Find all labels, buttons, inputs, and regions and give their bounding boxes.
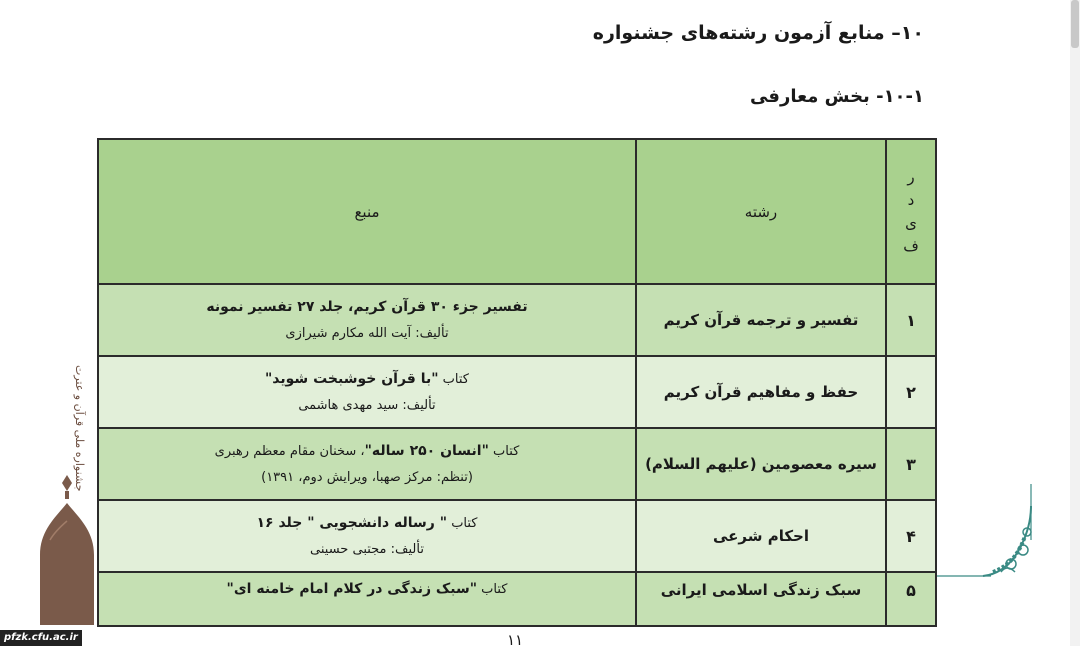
header-field: رشته (636, 139, 886, 284)
scrollbar-thumb[interactable] (1071, 0, 1079, 48)
logo-calligraphy: جشنواره ملی قرآن و عترت (73, 365, 86, 492)
row-field: حفظ و مفاهیم قرآن کریم (636, 356, 886, 428)
row-field: سبک زندگی اسلامی ایرانی (636, 572, 886, 626)
page-number: ۱۱ (506, 631, 524, 649)
table-row (98, 500, 936, 572)
vertical-scrollbar[interactable] (1070, 0, 1080, 646)
festival-logo (36, 365, 98, 629)
row-number: ۱ (886, 284, 936, 356)
sources-table (97, 138, 937, 627)
corner-ornament-icon (935, 480, 1035, 584)
row-field: احکام شرعی (636, 500, 886, 572)
row-number: ۲ (886, 356, 936, 428)
table-header-row (98, 139, 936, 284)
table-row (98, 572, 936, 626)
section-title: ۱۰– منابع آزمون رشته‌های جشنواره (592, 22, 924, 44)
row-number: ۳ (886, 428, 936, 500)
row-source: تفسیر جزء ۳۰ قرآن کریم، جلد ۲۷ تفسیر نمونه تألیف: آیت الله مکارم شیرازی (98, 284, 636, 356)
header-source: منبع (98, 139, 636, 284)
table-row (98, 428, 936, 500)
table-row (98, 356, 936, 428)
header-radif: ر د ی ف (886, 139, 936, 284)
subsection-title: ۱۰-۱- بخش معارفی (749, 86, 924, 107)
row-source: کتاب "با قرآن خوشبخت شوید" تألیف: سید مهدی هاشمی (98, 356, 636, 428)
row-source: کتاب "سبک زندگی در کلام امام خامنه ای" (98, 572, 636, 626)
source-watermark: pfzk.cfu.ac.ir (0, 630, 82, 646)
row-source: کتاب " رساله دانشجویی " جلد ۱۶ تألیف: مجتبی حسینی (98, 500, 636, 572)
table-row (98, 284, 936, 356)
row-number: ۵ (886, 572, 936, 626)
row-source: کتاب "انسان ۲۵۰ ساله"، سخنان مقام معظم رهبری (تنظم: مرکز صهبا، ویرایش دوم، ۱۳۹۱) (98, 428, 636, 500)
row-field: تفسیر و ترجمه قرآن کریم (636, 284, 886, 356)
row-field: سیره معصومین (علیهم السلام) (636, 428, 886, 500)
row-number: ۴ (886, 500, 936, 572)
